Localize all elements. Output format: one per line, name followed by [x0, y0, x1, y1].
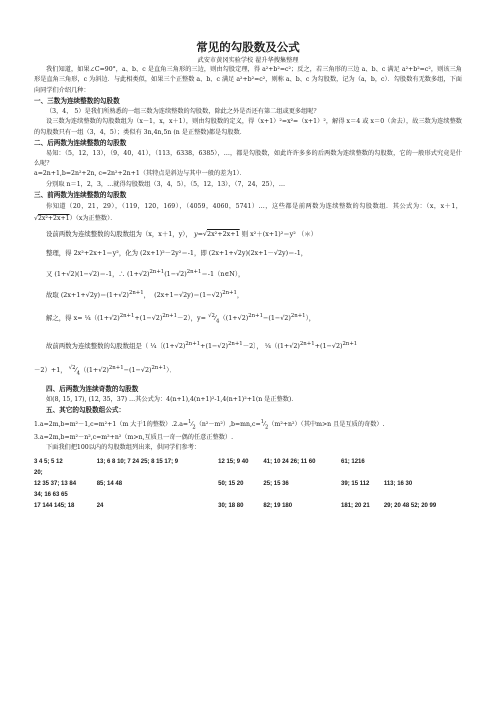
- formula-line-4: 解之，得 $x= \frac{1}{4}((1+√2)^{2n+1}+(1-√2)^{2n+1}-2)$，$y= ^{√2}⁄_4((1+√2)^{2n+1}-(1-√2)^{2n+1})$，: [46, 313, 316, 325]
- table-cell: [384, 468, 462, 479]
- section-5-p1: 1.a=2m,b=m²－1,c=m²+1（m 大于1的整数）$.2.a=^1⁄_2(n^2-m^2),b=mn,c=^1⁄_2(m^2+n^2)$（其中m>n 且是互质的奇数）.: [34, 418, 385, 430]
- section-3-p1: [34, 201, 462, 225]
- formula-sqrt-2x2-2x-1: √2x²+2x+1: [34, 214, 70, 222]
- section-2-p2: a=2n+1,b=2n²+2n, c=2n²+2n+1（其特点是斜边与其中一般的差为1）．: [34, 170, 246, 178]
- table-cell: 61; 1216: [341, 458, 365, 465]
- formula-line-1: 整理，得 2x²+2x+1＝y²，化为 (2x+1)²－2y²＝-1，即 (2x+1+√2y)(2x+1－√2y)＝-1，: [46, 248, 308, 257]
- section-1-p2: 设三数为连续整数的勾股数组为（x－1，x，x＋1），则由勾股数的定义，得（x+1）²=x²=（x+1）²，解得 x＝4 或 x＝0（舍去），故三数为连续整数的勾股数只有一组（3，4，5）；类似有 3n,4n,5n (n 是正整数)都是勾股数．: [34, 118, 462, 136]
- section-5-p2: 3.a=2m,b=m²－n²,c=m²+n²（m>n,互质且一奇一偶的任意正整数）.: [34, 433, 234, 441]
- table-cell: [384, 457, 462, 468]
- formula-1-prefix: 整理，得: [46, 248, 72, 257]
- author-line: 武安市黄冈实验学校 翟升华搜集整理: [197, 57, 299, 64]
- table-cell: [97, 468, 218, 479]
- section-1-p1: （3，4， 5）是我们所熟悉的一组三数为连续整数的勾股数，除此之外是否还有第二组或更多组呢？: [46, 107, 320, 115]
- section-2-heading: 二、后两数为连续整数的勾股数: [34, 139, 127, 148]
- formula-star-label: （＊）: [297, 229, 318, 238]
- formula-1-tail: ＝-1，: [288, 248, 308, 257]
- formula-4-prefix: 解之，得 x=: [46, 314, 83, 323]
- table-cell: 50; 15 20: [218, 480, 244, 487]
- triples-table: [34, 457, 462, 512]
- fraction-denominator-1: 2: [192, 423, 196, 430]
- table-cell: 24: [96, 502, 104, 509]
- table-cell: 13; 6 8 10; 7 24 25; 8 15 17; 9: [96, 458, 179, 465]
- formula-1-mid2: ＝-1，即: [181, 248, 207, 257]
- section-1-heading: 一、三数为连续整数的勾股数: [34, 97, 120, 106]
- formula-2-tail: ＝-1（n∈N），: [201, 269, 245, 278]
- section-5-p1-c: （m²+n²）（其中m>n 且是互质的奇数）.: [268, 420, 385, 428]
- formula-line-2: 又 (1+√2)(1−√2)＝-1，∴ $(1+√2)^{2n+1}(1-√2)^{2n+1}=-1(n\in N)$，: [46, 268, 245, 278]
- formula-6-tail: ）．: [166, 365, 176, 374]
- table-row: [34, 468, 462, 479]
- table-cell: [218, 468, 263, 479]
- table-cell: 41; 10 24 26; 11 60: [263, 458, 316, 465]
- formula-line-5: 故前两数为连续整数的勾股数组是（ ¼〔$(1+√2)^{2n+1}+(1-√2)^{2n+1}-2$〕， $\frac{1}{4}((1+√2)^{2n+1}+(1-√2)^{2n+1}$: [46, 340, 358, 350]
- table-cell: 3 4 5; 5 12: [34, 458, 63, 465]
- table-cell: 25; 15 36: [263, 480, 289, 487]
- page-title: 常见的勾股数及公式: [196, 40, 300, 54]
- table-row: [34, 501, 462, 512]
- section-3-p1-tail: ）（x为正整数）．: [69, 214, 117, 222]
- table-cell: 85; 14 48: [96, 480, 123, 487]
- table-cell: 34; 16 63 65: [34, 491, 68, 498]
- section-3-p1-text: 你知道（20，21，29），（119，120，169），（4059，4060，5741）…，这些都是前两数为连续整数的勾股数组．其公式为：（x，x＋1，: [46, 202, 462, 210]
- formula-1-mid: ，化为: [118, 248, 139, 257]
- section-4-heading: 四、后两数为连续奇数的勾股数: [46, 385, 139, 394]
- section-5-heading: 五、其它的勾股数组公式：: [46, 406, 126, 415]
- table-cell: 12 15; 9 40: [218, 458, 249, 465]
- formula-4-mid: －2），y=: [177, 314, 207, 323]
- table-cell: [341, 468, 384, 479]
- table-row: [34, 479, 462, 490]
- formula-2-prefix: 又: [46, 269, 53, 278]
- fraction-denominator-2: 2: [264, 423, 269, 430]
- table-cell: [263, 490, 341, 501]
- table-row: [34, 457, 462, 468]
- section-5-p3: 下面我们把100以内的勾股数组列出来，供同学们参考：: [46, 444, 201, 452]
- table-cell: 113; 16 30: [383, 480, 413, 487]
- formula-5-prefix: 故前两数为连续整数的勾股数组是（: [46, 341, 149, 350]
- table-cell: 82; 19 180: [263, 502, 293, 509]
- formula-2-mid: ＝-1，∴: [99, 269, 125, 278]
- section-3-heading: 三、前两数为连续整数的勾股数: [34, 191, 127, 200]
- formula-setup-text: 设前两数为连续整数的勾股数组为（x，x＋1，y），: [46, 229, 192, 238]
- table-cell: 39; 15 112: [341, 480, 370, 487]
- table-cell: [218, 490, 263, 501]
- intro-paragraph: 我们知道，如果∠C=90°，a、b、c 是直角三角形的三边，则由勾股定理，得 a²+b²=c²；反之，若三角形的三边 a、b、c 满足 a²+b²=c²，则该三角形是直角三角形，c 为斜边．与此相类似，如果三个正整数 a、b、c 满足 a²+b²=c²，则称 a、b、c 为勾股数，记为（a，b，c）．勾股数有无数多组，下面向同学们介绍几种：: [34, 66, 462, 94]
- table-row: [34, 490, 462, 501]
- section-2-p3: 分别取 n＝1，2，3，…就得勾股数组（3，4，5），（5，12，13），（7，24，25），…: [46, 180, 286, 188]
- formula-5-mid: －2〕，: [242, 341, 263, 350]
- formula-6-prefix: －2）+1，: [34, 365, 67, 374]
- section-4-p1: 如(8, 15, 17), (12, 35，37) …其公式为：4(n+1),4(n+1)²-1,4(n+1)²+1(n 是正整数)．: [46, 395, 298, 403]
- table-cell: [341, 490, 384, 501]
- table-cell: 30; 18 80: [218, 502, 244, 509]
- table-cell: [97, 490, 218, 501]
- fraction-numerator-2: 1: [260, 418, 264, 425]
- formula-line-3: 故取 $(2x+1+√2y)=(1+√2)^{2n+1}$， $(2x+1-√2y)=(1-√2)^{2n+1}$，: [46, 289, 244, 300]
- fraction-numerator-1: 1: [188, 418, 192, 425]
- table-cell: 29; 20 48 52; 20 99: [383, 502, 437, 509]
- formula-3-prefix: 故取: [46, 291, 59, 300]
- table-cell: 17 144 145; 18: [34, 502, 75, 509]
- table-cell: 20;: [34, 469, 43, 476]
- section-5-p1-b: （n²－m²）,b=mn,c=: [195, 420, 261, 428]
- table-cell: 181; 20 21: [341, 502, 370, 509]
- table-cell: 12 35 37; 13 84: [34, 480, 77, 487]
- table-cell: [384, 490, 462, 501]
- table-cell: [263, 468, 341, 479]
- formula-line-6: －2）+1， $^{√2}⁄_4((1+√2)^{2n+1}-(1-√2)^{2n+1})$．: [34, 364, 176, 377]
- section-2-p1: 易知：（5，12，13），（9，40，41），（113，6338，6385），…，都是勾股数，如此许许多多的后两数为连续整数的勾股数，它的一般形式究竟是什么呢？: [34, 149, 462, 168]
- formula-setup-line: 设前两数为连续整数的勾股数组为（x，x＋1，y）， y=√2x²+2x+1 则 x²＋(x+1)²＝y² （＊）: [46, 229, 318, 238]
- section-5-p1-a: 1.a=2m,b=m²－1,c=m²+1（m 大于1的整数）.2.a=: [34, 420, 189, 428]
